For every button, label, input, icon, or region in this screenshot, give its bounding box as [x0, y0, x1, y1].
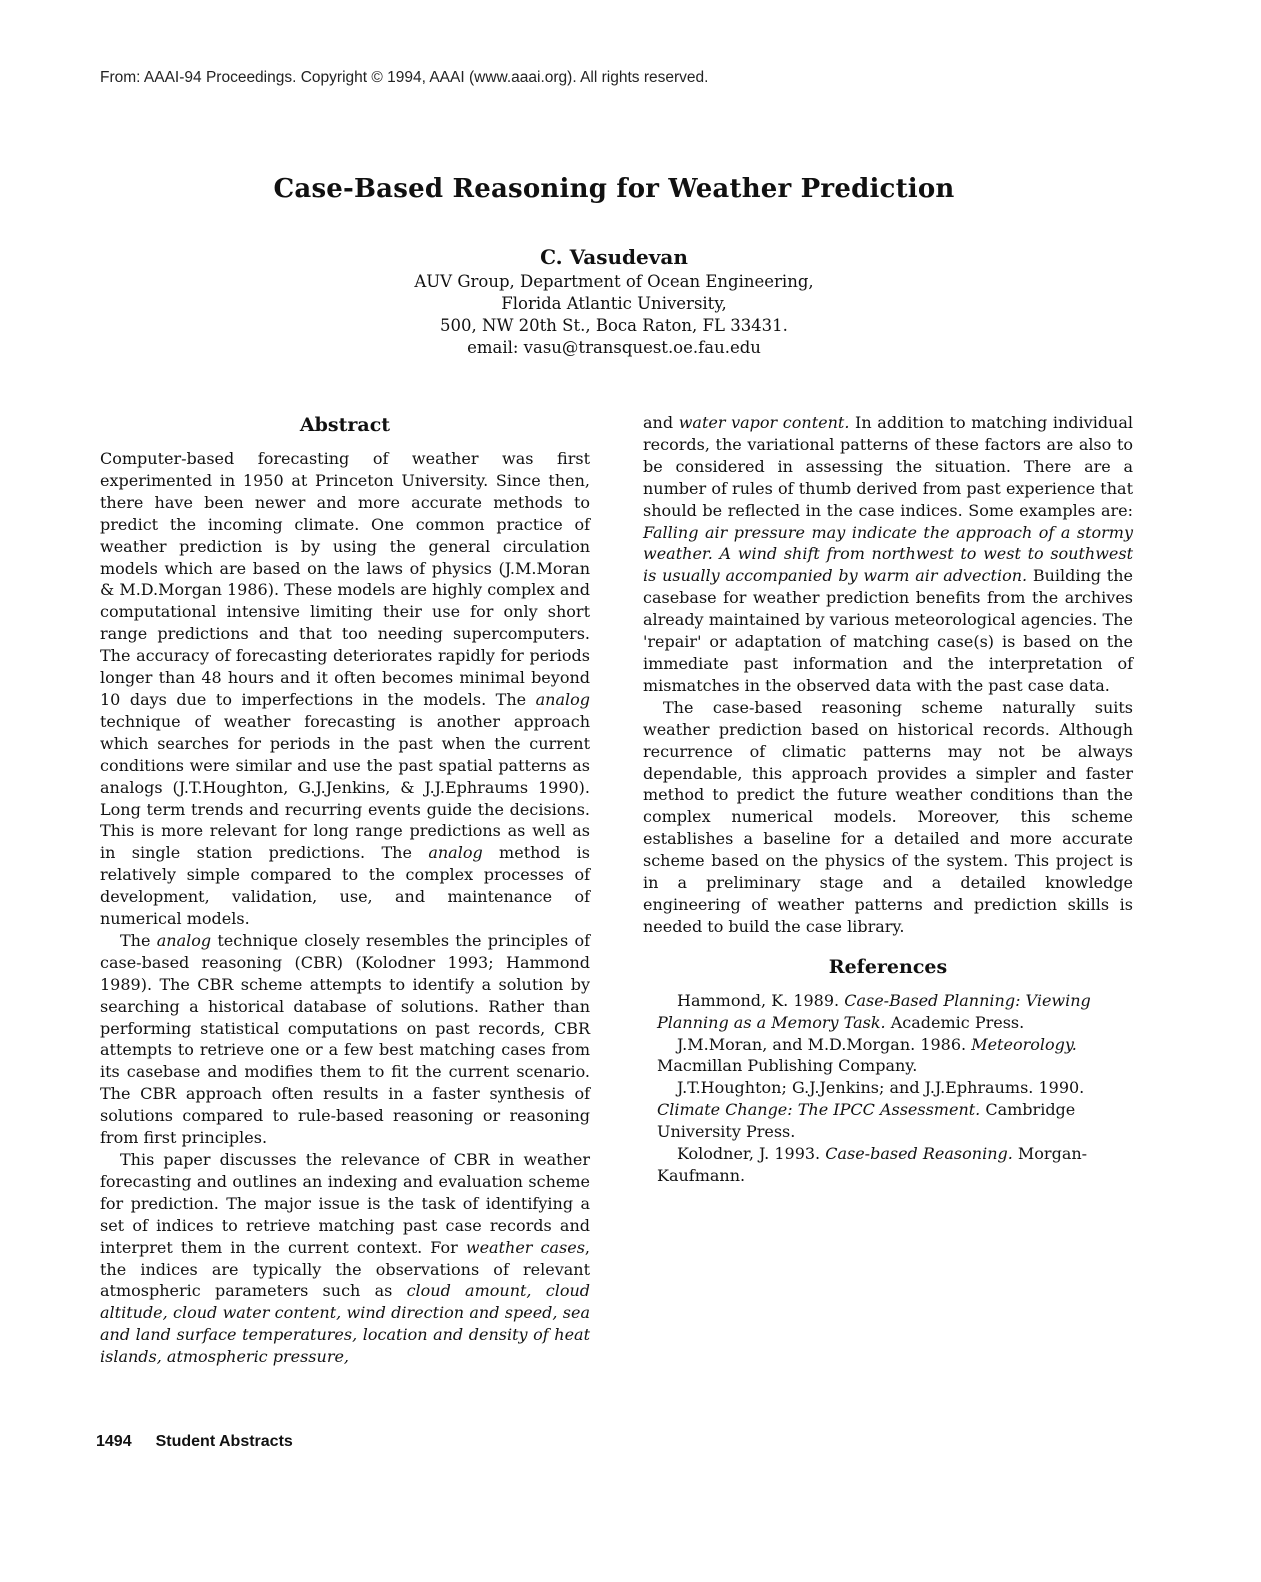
italic-term: analog: [535, 689, 590, 709]
reference-text: J.M.Moran, and M.D.Morgan. 1986.: [677, 1034, 972, 1054]
italic-term: water vapor content.: [678, 413, 850, 432]
paper-title: Case-Based Reasoning for Weather Prediction: [273, 174, 955, 204]
abstract-paragraph: [100, 1149, 590, 1368]
reference-text: Kolodner, J. 1993.: [677, 1144, 826, 1164]
footer-section: Student Abstracts: [155, 1433, 293, 1450]
abstract-heading: Abstract: [299, 414, 391, 436]
reference-title: Case-Based Planning: Viewing Planning as a Memory Task.: [657, 990, 1091, 1032]
references-heading: References: [828, 955, 948, 978]
reference-item: [643, 990, 1133, 1034]
reference-text: J.T.Houghton; G.J.Jenkins; and J.J.Ephraums. 1990.: [677, 1078, 1085, 1098]
paragraph-text: Building the casebase for weather prediction benefits from the archives already maintained by various meteorological agencies. The 'repair' or adaptation of matching case(s) is based on the immediate past information and the interpretation of mismatches in the observed data with the past case data.: [643, 566, 1133, 695]
paragraph-text: This paper discusses the relevance of CBR in weather forecasting and outlines an indexing and evaluation scheme for prediction. The major issue is the task of identifying a set of indices to retrieve matching past case records and interpret them in the current context. For: [100, 1150, 590, 1257]
right-column: [643, 412, 1133, 1187]
reference-item: [643, 1077, 1133, 1143]
italic-term: cloud amount, cloud altitude, cloud water content, wind direction and speed, sea and land surface temperatures, location and density of heat islands, atmospheric pressure,: [100, 1281, 591, 1367]
italic-term: Falling air pressure may indicate the approach of a stormy weather. A wind shift from northwest to west to southwest is usually accompanied by warm air advection.: [643, 522, 1133, 586]
reference-title: Climate Change: The IPCC Assessment.: [657, 1100, 981, 1120]
author-block: [0, 243, 1228, 359]
affiliation-line: Florida Atlantic University,: [501, 294, 727, 313]
paragraph-text: Computer-based forecasting of weather was first experimented in 1950 at Princeton University. Since then, there have been newer and more accurate methods to predict the incoming climate. One common practice of weather prediction is by using the general circulation models which are based on the laws of physics (J.M.Moran & M.D.Morgan 1986). These models are highly complex and computational intensive limiting their use for only short range predictions and that too needing supercomputers. The accuracy of forecasting deteriorates rapidly for periods longer than 48 hours and it often becomes minimal beyond 10 days due to imperfections in the models. The: [100, 449, 590, 709]
email-line: email: vasu@transquest.oe.fau.edu: [467, 338, 761, 357]
paragraph-text: In addition to matching individual records, the variational patterns of these factors are also to be considered in assessing the situation. There are a number of rules of thumb derived from past experience that should be reflected in the case indices. Some examples are:: [643, 413, 1134, 520]
abstract-paragraph-continued: [643, 412, 1133, 697]
paragraph-text: The: [120, 930, 157, 950]
reference-title: Meteorology.: [971, 1034, 1077, 1054]
paragraph-text: and: [643, 413, 679, 432]
copyright-notice: From: AAAI-94 Proceedings. Copyright © 1994, AAAI (www.aaai.org). All rights reserved.: [100, 69, 709, 86]
paragraph-text: method is relatively simple compared to the complex processes of development, validation, use, and maintenance of numerical models.: [100, 843, 591, 929]
abstract-paragraph: The case-based reasoning scheme naturally suits weather prediction based on historical records. Although recurrence of climatic patterns may not be always dependable, this approach provides a simpler and faster method to predict the future weather conditions than the complex numerical models. Moreover, this scheme establishes a baseline for a detailed and more accurate scheme based on the physics of the system. This project is in a preliminary stage and a detailed knowledge engineering of weather patterns and prediction skills is needed to build the case library.: [643, 697, 1133, 936]
reference-text: Academic Press.: [885, 1012, 1025, 1032]
address-line: 500, NW 20th St., Boca Raton, FL 33431.: [440, 316, 788, 335]
italic-term: analog: [428, 843, 483, 863]
author-name: C. Vasudevan: [540, 245, 688, 269]
reference-text: Morgan-Kaufmann.: [657, 1144, 1088, 1185]
reference-text: Hammond, K. 1989.: [677, 990, 845, 1010]
paragraph-text: , the indices are typically the observations of relevant atmospheric parameters such as: [100, 1237, 591, 1301]
italic-term: analog: [156, 930, 212, 950]
paragraph-text: technique of weather forecasting is another approach which searches for periods in the past when the current conditions were similar and use the past spatial patterns as analogs (J.T.Houghton, G.J.Jenkins, & J.J.Ephraums 1990). Long term trends and recurring events guide the decisions. This is more relevant for long range predictions as well as in single station predictions. The: [100, 711, 590, 863]
reference-text: Macmillan Publishing Company.: [657, 1056, 918, 1076]
page-number: 1494: [96, 1433, 132, 1450]
page-footer: [96, 1433, 293, 1451]
abstract-paragraph: [100, 448, 590, 930]
paragraph-text: technique closely resembles the principles of case-based reasoning (CBR) (Kolodner 1993; Hammond 1989). The CBR scheme attempts to identify a solution by searching a historical database of solutions. Rather than performing statistical computations on past records, CBR attempts to retrieve one or a few best matching cases from its casebase and modifies them to fit the current scenario. The CBR approach often results in a faster synthesis of solutions compared to rule-based reasoning or reasoning from first principles.: [100, 930, 591, 1148]
left-column: [100, 412, 590, 1368]
abstract-paragraph: [100, 930, 590, 1149]
affiliation-line: AUV Group, Department of Ocean Engineering,: [414, 272, 814, 291]
reference-item: [643, 1034, 1133, 1078]
italic-term: weather cases: [465, 1237, 585, 1257]
reference-item: [643, 1143, 1133, 1187]
reference-title: Case-based Reasoning.: [825, 1144, 1013, 1164]
reference-text: Cambridge University Press.: [657, 1100, 1076, 1142]
